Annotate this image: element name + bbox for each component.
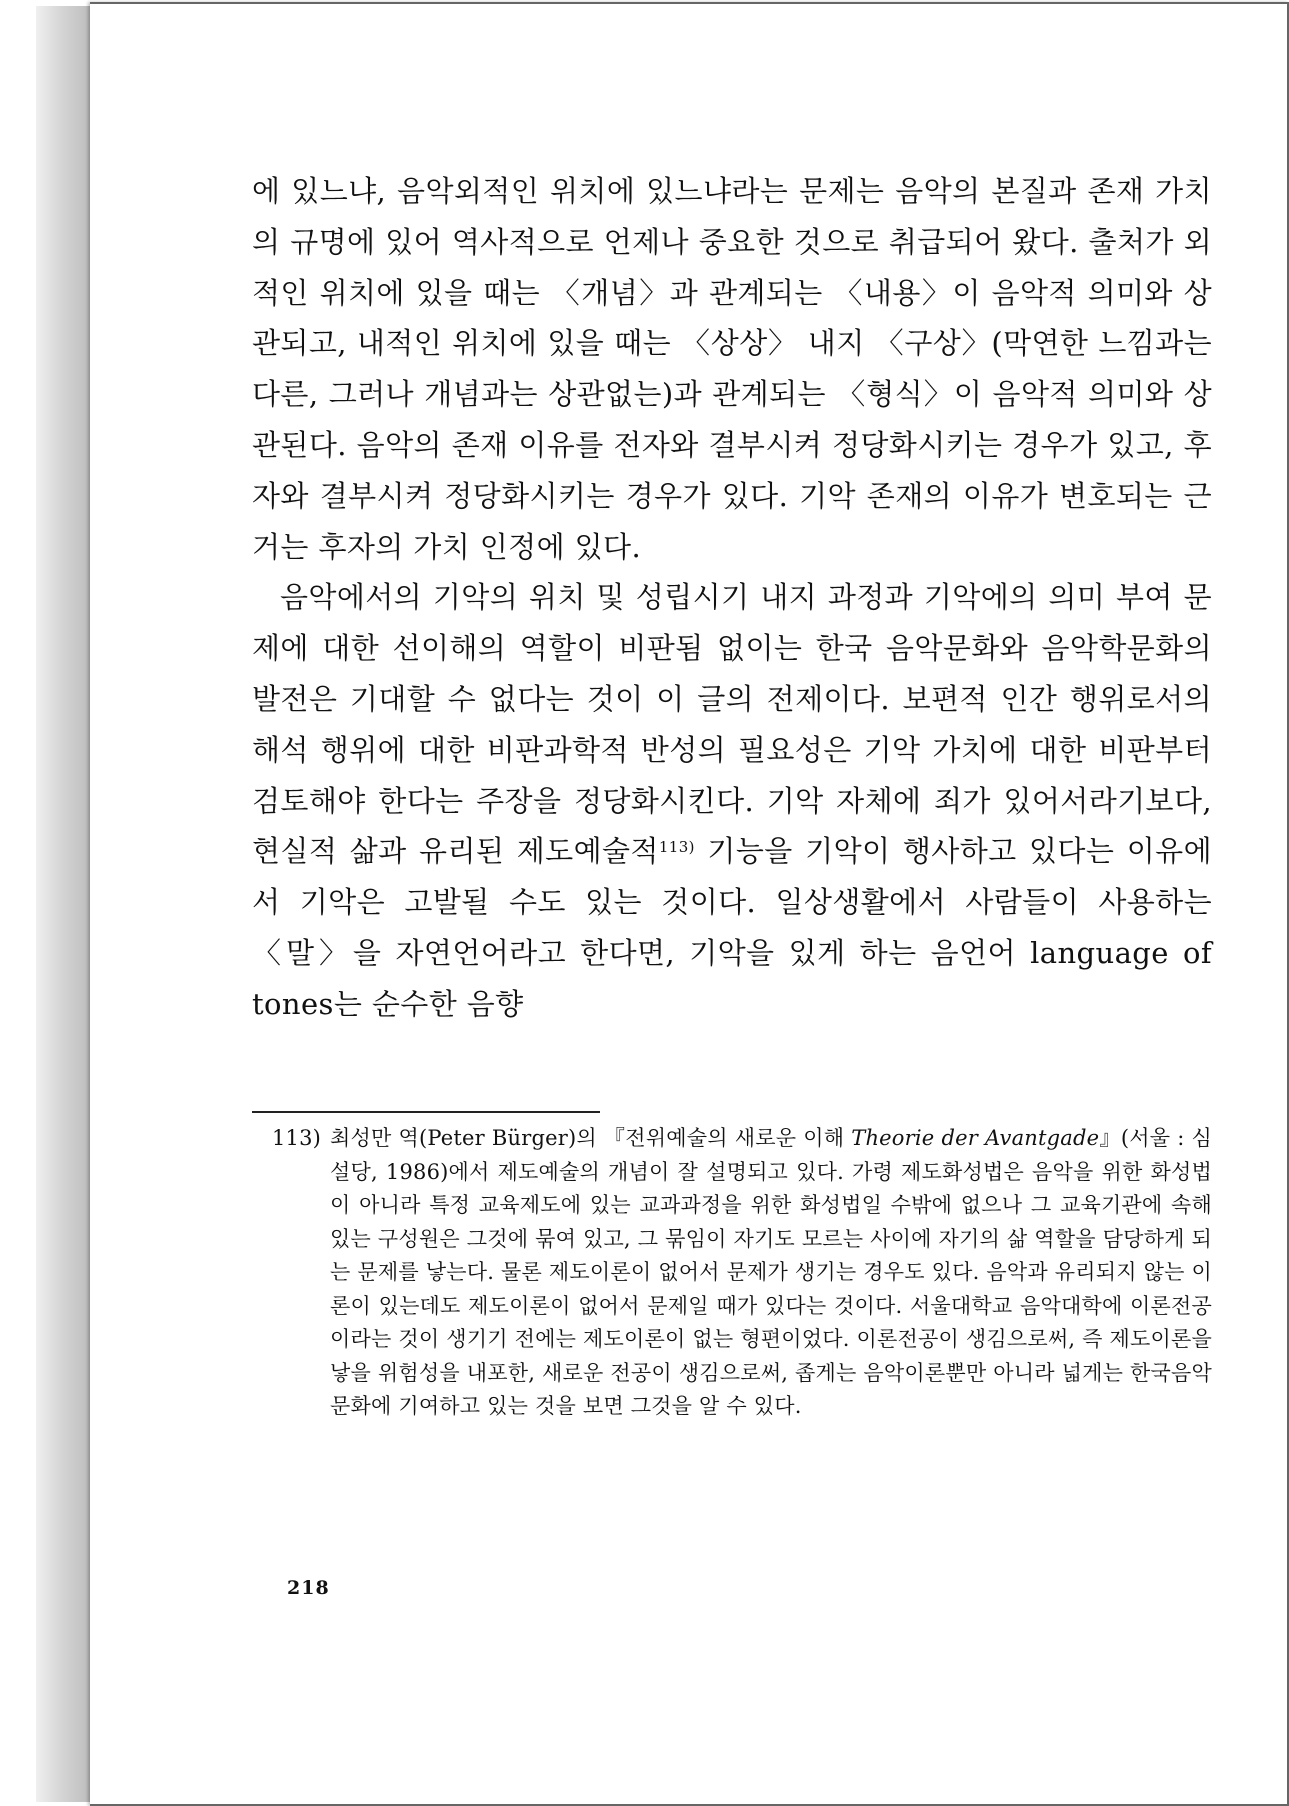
footnote-number: 113) bbox=[272, 1126, 322, 1150]
footnote-reference: 113) bbox=[658, 838, 695, 857]
footnote-title-italic: Theorie der Avantgade bbox=[851, 1126, 1100, 1150]
main-text bbox=[252, 166, 1212, 1030]
book-page bbox=[90, 2, 1289, 1806]
footnote-text-part-2: 』(서울 : 심설당, 1986)에서 제도예술의 개념이 잘 설명되고 있다. 가령 제도화성법은 음악을 위한 화성법이 아니라 특정 교육제도에 있는 교과과정을 위한 화성법일 수밖에 없으나 그 교육기관에 속해 있는 구성원은 그것에 묶여 있고, 그 묶임이 자기도 모르는 사이에 자기의 삶 역할을 담당하게 되는 문제를 낳는다. 물론 제도이론이 없어서 문제가 생기는 경우도 있다. 음악과 유리되지 않는 이론이 있는데도 제도이론이 없어서 문제일 때가 있다는 것이다. 서울대학교 음악대학에 이론전공이라는 것이 생기기 전에는 제도이론이 없는 형편이었다. 이론전공이 생김으로써, 즉 제도이론을 낳을 위험성을 내포한, 새로운 전공이 생김으로써, 좁게는 음악이론뿐만 아니라 넓게는 한국음악문화에 기여하고 있는 것을 보면 그것을 알 수 있다. bbox=[330, 1126, 1213, 1418]
paragraph-1: 에 있느냐, 음악외적인 위치에 있느냐라는 문제는 음악의 본질과 존재 가치의 규명에 있어 역사적으로 언제나 중요한 것으로 취급되어 왔다. 출처가 외적인 위치에 있을 때는 〈개념〉과 관계되는 〈내용〉이 음악적 의미와 상관되고, 내적인 위치에 있을 때는 〈상상〉 내지 〈구상〉(막연한 느낌과는 다른, 그러나 개념과는 상관없는)과 관계되는 〈형식〉이 음악적 의미와 상관된다. 음악의 존재 이유를 전자와 결부시켜 정당화시키는 경우가 있고, 후자와 결부시켜 정당화시키는 경우가 있다. 기악 존재의 이유가 변호되는 근거는 후자의 가치 인정에 있다. bbox=[252, 174, 1212, 564]
footnote-text-part-1: 최성만 역(Peter Bürger)의 『전위예술의 새로운 이해 bbox=[330, 1126, 852, 1150]
footnote-divider bbox=[252, 1111, 600, 1113]
footnote-113 bbox=[272, 1122, 1212, 1424]
footnote-text bbox=[330, 1122, 1212, 1424]
page-number: 218 bbox=[287, 1577, 330, 1599]
paragraph-2-part-2: 기능을 기악이 행사하고 있다는 이유에서 기악은 고발될 수도 있는 것이다. 일상생활에서 사람들이 사용하는 〈말〉을 자연언어라고 한다면, 기악을 있게 하는 음언어 language of tones는 순수한 음향 bbox=[252, 834, 1212, 1021]
paragraph-2 bbox=[252, 572, 1212, 1029]
paragraph-2-part-1: 음악에서의 기악의 위치 및 성립시기 내지 과정과 기악에의 의미 부여 문제에 대한 선이해의 역할이 비판됨 없이는 한국 음악문화와 음악학문화의 발전은 기대할 수 없다는 것이 이 글의 전제이다. 보편적 인간 행위로서의 해석 행위에 대한 비판과학적 반성의 필요성은 기악 가치에 대한 비판부터 검토해야 한다는 주장을 정당화시킨다. 기악 자체에 죄가 있어서라기보다, 현실적 삶과 유리된 제도예술적 bbox=[252, 580, 1212, 869]
book-spine bbox=[36, 6, 91, 1802]
